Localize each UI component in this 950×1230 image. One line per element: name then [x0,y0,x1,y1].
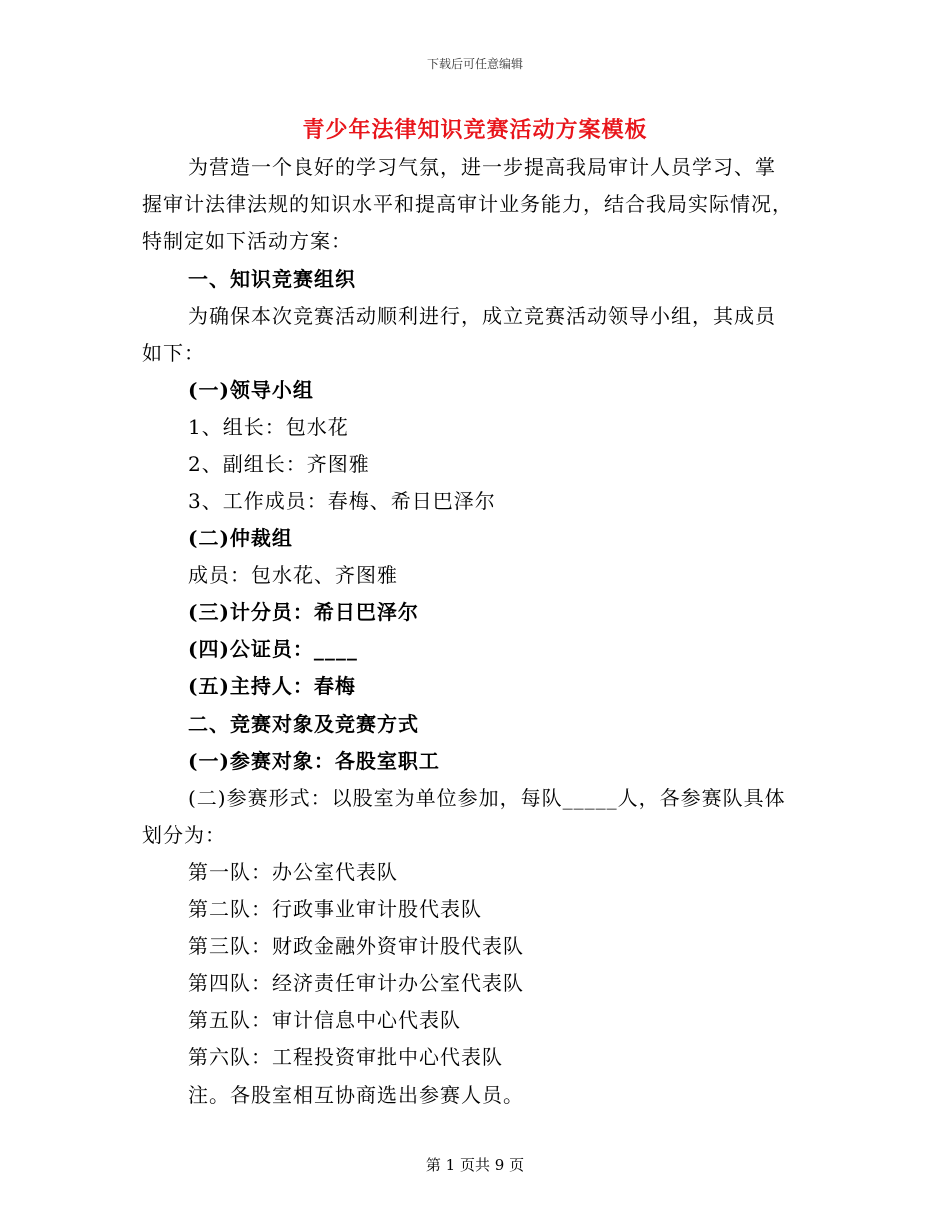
paragraph-line: 如下： [142,341,205,365]
paragraph-line: 注。各股室相互协商选出参赛人员。 [188,1083,524,1107]
list-item: 第一队：办公室代表队 [188,860,398,884]
list-item: 第六队：工程投资审批中心代表队 [188,1045,503,1069]
paragraph-line: 为营造一个良好的学习气氛，进一步提高我局审计人员学习、掌 [188,155,776,179]
list-item: 3、工作成员：春梅、希日巴泽尔 [188,489,496,513]
list-item: 2、副组长：齐图雅 [188,452,370,476]
section-heading: 二、竞赛对象及竞赛方式 [188,712,419,736]
paragraph-line: 为确保本次竞赛活动顺利进行，成立竞赛活动领导小组，其成员 [188,304,776,328]
subsection-heading: (四)公证员：____ [188,637,358,661]
list-item: 第三队：财政金融外资审计股代表队 [188,934,524,958]
paragraph-line: 划分为： [142,823,226,847]
paragraph-line: 成员：包水花、齐图雅 [188,563,398,587]
subsection-heading: (一)参赛对象：各股室职工 [188,749,440,773]
list-item: 第二队：行政事业审计股代表队 [188,897,482,921]
subsection-heading: (二)仲裁组 [188,526,293,550]
paragraph-line: (二)参赛形式：以股室为单位参加，每队_____人，各参赛队具体 [188,786,786,810]
page-number: 第 1 页共 9 页 [425,1156,525,1174]
header-note: 下载后可任意编辑 [426,57,523,71]
subsection-heading: (一)领导小组 [188,378,314,402]
subsection-heading: (五)主持人：春梅 [188,674,356,698]
section-heading: 一、知识竞赛组织 [188,267,356,291]
document-title: 青少年法律知识竞赛活动方案模板 [302,117,648,143]
paragraph-line: 特制定如下活动方案： [142,229,352,253]
list-item: 第四队：经济责任审计办公室代表队 [188,971,524,995]
list-item: 1、组长：包水花 [188,415,349,439]
subsection-heading: (三)计分员：希日巴泽尔 [188,600,419,624]
paragraph-line: 握审计法律法规的知识水平和提高审计业务能力，结合我局实际情况， [142,192,793,216]
list-item: 第五队：审计信息中心代表队 [188,1008,461,1032]
